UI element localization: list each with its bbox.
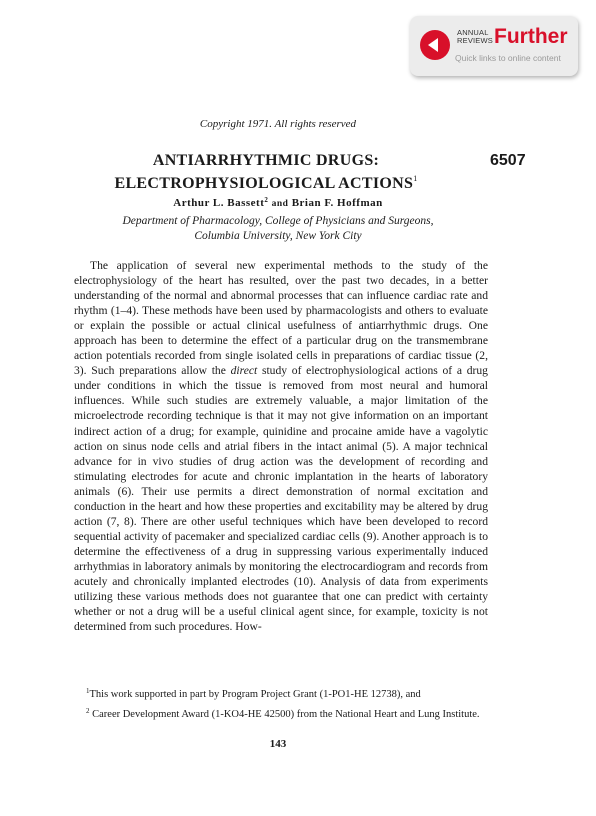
page-number: 143 (269, 738, 287, 750)
author-line (0, 196, 556, 209)
footnotes (74, 684, 488, 724)
footnote-2: $^2$ Career Development Award (1-KO4-HE 42500) from the National Heart and Lung Institute. (86, 707, 480, 720)
annual-reviews-logo: ANNUAL REVIEWS (457, 28, 493, 45)
article-body (74, 258, 488, 634)
article-code-number: 6507 (490, 152, 526, 169)
affiliation: Department of Pharmacology, College of Physicians and Surgeons, Columbia University, New York City (122, 215, 434, 242)
copyright-notice: Copyright 1971. All rights reserved (199, 118, 357, 130)
annual-reviews-further-banner[interactable] (410, 16, 578, 76)
author-2: Brian F. Hoffman (291, 197, 383, 209)
emphasis-direct: direct (230, 364, 258, 378)
author-1-footnote-mark: 2 (264, 196, 269, 204)
title-footnote-mark: 1 (413, 174, 418, 183)
title-line-2: ELECTROPHYSIOLOGICAL ACTIONS$^1$ (114, 174, 418, 192)
author-conjunction: and (271, 199, 289, 209)
author-1: Arthur L. Bassett (173, 197, 265, 209)
back-arrow-icon (420, 30, 450, 60)
article-title (60, 152, 472, 193)
body-paragraph: The application of several new experimental methods to the study of the electrophysiology of the heart has resulted, over the past two decades, in a better understanding of the normal and abnormal processes that can influence cardiac rate and rhythm (1–4). These methods have been used by pharmacologists and others to evaluate or explain the possible or actual clinical usefulness of antiarrhythmic drugs. One approach has been to determine the effect of a particular drug on the transmembrane action potentials recorded from single isolated cells in preparations of cardiac tissue (2, 3). Such preparations allow the direct study of electrophysiological actions of a drug under conditions in which the tissue is removed from most neural and humoral influences. While such studies are extremely valuable, a major limitation of the microelectrode recording technique is that it may not give information on an important indirect action of a drug; for example, quinidine and procaine amide have a vagolytic action on sinus node cells and atrial fibers in the intact animal (5). A major technical advance for in vivo studies of drug action was the development of recording and stimulating electrodes for acute and chronic implantation in the hearts of laboratory animals (6). Their use permits a direct demonstration of normal excitation and conduction in the heart and how these properties and excitability may be altered by drug action (7, 8). There are other useful techniques which have been developed to record sequential activity of pacemaker and specialized cardiac cells (9). Another approach is to determine the effectiveness of a drug in suppressing various experimentally induced arrhythmias in laboratory animals by monitoring the electrocardiogram and records from acutely and chronically implanted electrodes (10). Analysis of data from experiments utilizing these various methods does not guarantee that one can predict with certainty whether or not a drug will be a useful clinical agent since, for example, toxicity is not determined from such procedures. How- (74, 259, 488, 634)
footnote-1: $^1$This work supported in part by Program Project Grant (1-PO1-HE 12738), and (86, 687, 421, 700)
further-label: Further (494, 25, 568, 48)
quick-links-label: Quick links to online content (455, 53, 561, 63)
title-line-1: ANTIARRHYTHMIC DRUGS: (152, 152, 380, 169)
